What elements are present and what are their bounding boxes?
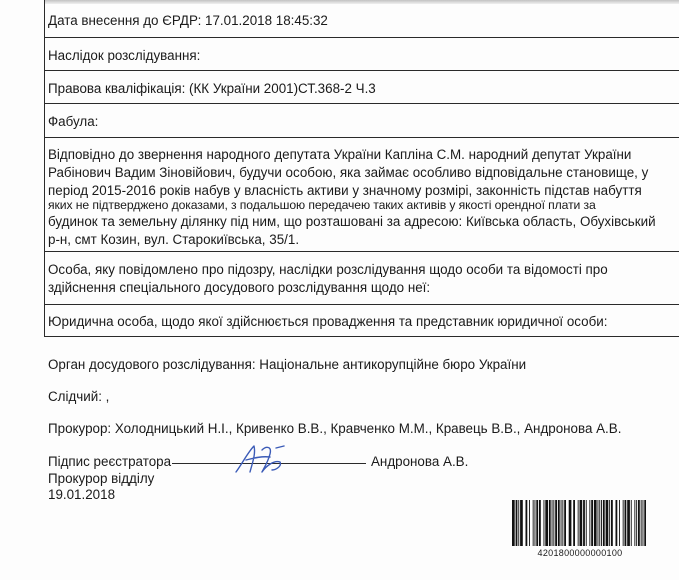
row-divider [45,70,679,71]
barcode-bar [549,500,551,546]
signer-position: Прокурор відділу [48,471,155,486]
barcode-bar [516,500,518,546]
barcode-bar [631,500,632,546]
signature-label: Підпис реєстратора [48,454,172,469]
barcode-bar [564,500,566,546]
signer-name: Андронова А.В. [371,454,469,469]
barcode-bar [641,500,642,546]
row-divider [45,251,679,252]
barcode-bar [594,500,597,546]
barcode-bar [518,500,519,546]
barcode-bar [591,500,593,546]
barcode-bar [598,500,599,546]
investigator: Слідчий: , [48,389,110,404]
barcode [510,500,650,562]
investigation-body: Орган досудового розслідування: Національне антикорупційне бюро України [48,357,527,372]
barcode-bar [644,500,646,546]
barcode-bar [553,500,554,546]
barcode-bar [589,500,590,546]
barcode-bar [643,500,644,546]
barcode-bar [529,500,530,546]
legal-qualification: Правова кваліфікація: (КК України 2001)СТ.368-2 Ч.3 [48,81,376,96]
row-divider [45,304,679,305]
barcode-bar [539,500,541,546]
fabula-line: Відповідно до звернення народного депутата України Капліна С.М. народний депутат України [48,147,632,162]
barcode-bar [603,500,605,546]
fabula-line: р-н, смт Козин, вул. Старокиївська, 35/1. [48,232,300,247]
barcode-bar [578,500,579,546]
investigation-result-label: Наслідок розслідування: [48,48,201,63]
handwritten-signature [232,442,292,476]
barcode-bar [606,500,609,546]
fabula-line: яких не підтверджено доказами, з подальшою передачею таких активів у якості орендної плати за [48,198,596,212]
barcode-bar [545,500,548,546]
barcode-bar [638,500,640,546]
barcode-bar [569,500,572,546]
barcode-bar [611,500,613,546]
barcode-bar [573,500,575,546]
prosecutor-list: Прокурор: Холодницький Н.І., Кривенко В.В., Кравченко М.М., Кравець В.В., Андронова А.В. [48,421,622,436]
row-divider [45,37,679,38]
barcode-bar [535,500,536,546]
fabula-line: будинок та земельну ділянку під ним, що розташовані за адресою: Київська область, Обухівський [48,214,656,229]
barcode-bar [512,500,515,546]
barcode-bar [601,500,602,546]
fabula-line: Рабінович Вадим Зіновійович, будучи особою, яка займає особливо відповідальне становище, у [48,165,649,180]
barcode-bar [616,500,618,546]
barcode-bar [636,500,637,546]
barcode-bar [558,500,560,546]
barcode-bar [555,500,557,546]
barcode-bar [583,500,585,546]
barcode-bar [536,500,538,546]
barcode-bars [510,500,650,548]
barcode-bar [562,500,563,546]
barcode-bar [619,500,620,546]
signature-date: 19.01.2018 [48,487,116,502]
barcode-bar [625,500,627,546]
barcode-number: 4201800000000100 [537,548,623,558]
suspect-info-line: Особа, яку повідомлено про підозру, наслідки розслідування щодо особи та відомості про [48,262,608,277]
barcode-bar [544,500,545,546]
barcode-bar [586,500,587,546]
suspect-info-line: здійснення спеціального досудового розслідування щодо неї: [48,280,431,295]
barcode-bar [580,500,583,546]
barcode-bar [609,500,610,546]
barcode-bar [561,500,562,546]
barcode-bar [623,500,624,546]
barcode-bar [627,500,630,546]
barcode-bar [599,500,600,546]
row-divider [45,103,679,104]
barcode-bar [634,500,635,546]
fabula-line: період 2015-2016 років набув у власність активи у значному розмірі, законність підстав набуття [48,183,642,198]
barcode-bar [520,500,523,546]
barcode-bar [552,500,553,546]
registration-date: Дата внесення до ЄРДР: 17.01.2018 18:45:32 [48,13,328,28]
row-divider [45,137,679,138]
barcode-bar [526,500,528,546]
barcode-bar [533,500,534,546]
fabula-label: Фабула: [48,114,99,129]
legal-entity-label: Юридична особа, щодо якої здійснюється провадження та представник юридичної особи: [48,314,608,329]
